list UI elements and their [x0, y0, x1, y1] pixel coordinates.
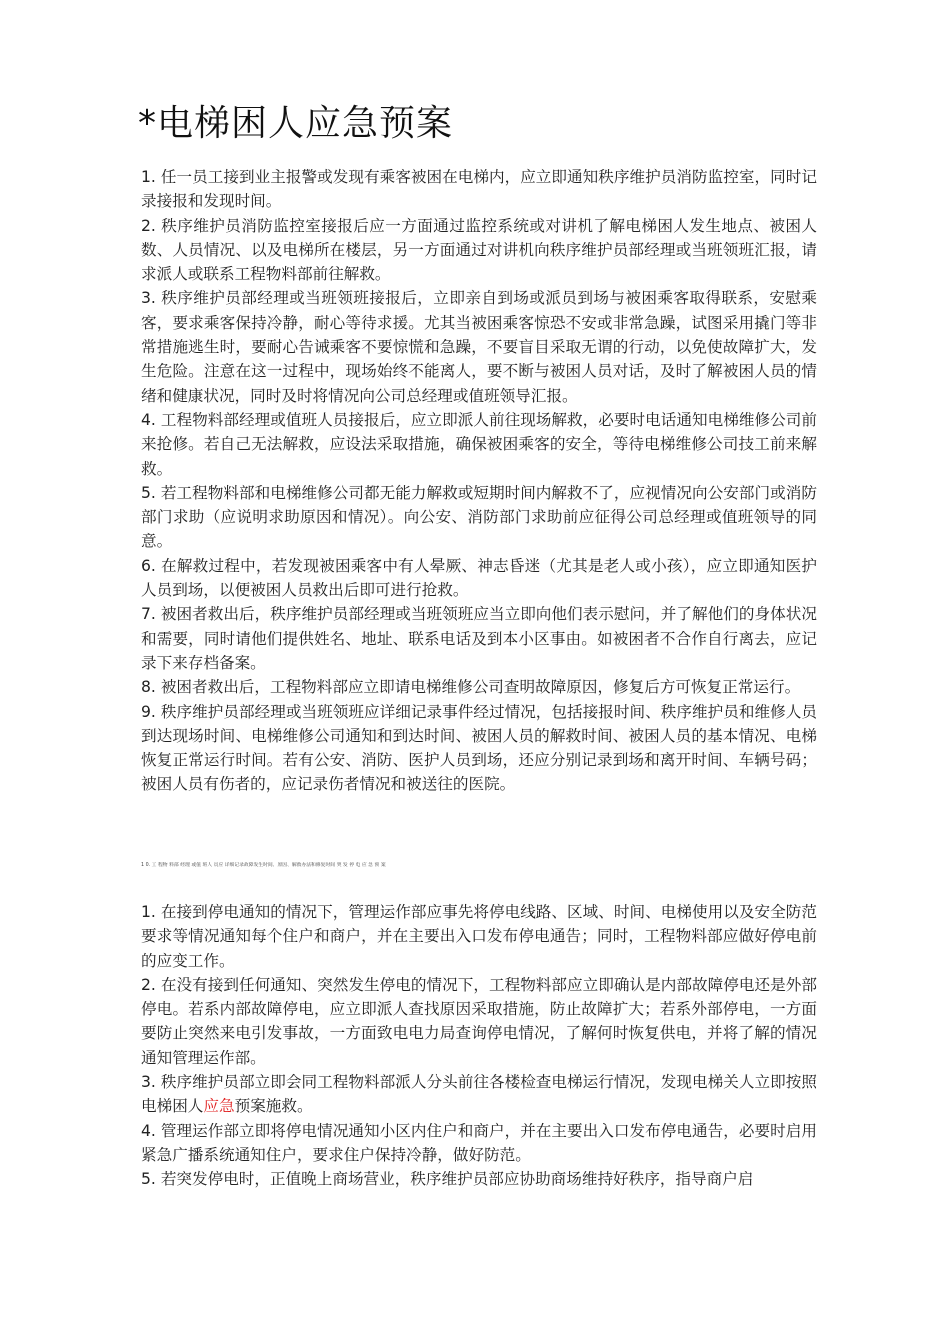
list-item: 6. 在解救过程中，若发现被困乘客中有人晕厥、神志昏迷（尤其是老人或小孩），应立即通知医护人员到场，以便被困人员救出后即可进行抢救。	[141, 556, 817, 600]
list-item: 4. 工程物料部经理或值班人员接报后，应立即派人前往现场解救，必要时电话通知电梯维修公司前来抢修。若自己无法解救，应设法采取措施，确保被困乘客的安全，等待电梯维修公司技工前来解救。	[141, 410, 817, 478]
list-item: 2. 在没有接到任何通知、突然发生停电的情况下，工程物料部应立即确认是内部故障停电还是外部停电。若系内部故障停电，应立即派人查找原因采取措施，防止故障扩大；若系外部停电，一方面要防止突然来电引发事故，一方面致电电力局查询停电情况，了解何时恢复供电，并将了解的情况通知管理运作部。	[141, 975, 817, 1067]
section-power-outage-procedure	[141, 900, 817, 1192]
item-text: 3. 秩序维护员部立即会同工程物料部派人分头前往各楼检查电梯运行情况，发现电梯关人立即按照电梯困人	[141, 1073, 817, 1116]
list-item: 2. 秩序维护员消防监控室接报后应一方面通过监控系统或对讲机了解电梯困人发生地点、被困人数、人员情况、以及电梯所在楼层，另一方面通过对讲机向秩序维护员部经理或当班领班汇报，请求派人或联系工程物料部前往解救。	[141, 216, 817, 284]
list-item: 9. 秩序维护员部经理或当班领班应详细记录事件经过情况，包括接报时间、秩序维护员和维修人员到达现场时间、电梯维修公司通知和到达时间、被困人员的解救时间、被困人员的基本情况、电梯恢复正常运行时间。若有公安、消防、医护人员到场，还应分别记录到场和离开时间、车辆号码；被困人员有伤者的，应记录伤者情况和被送往的医院。	[141, 702, 817, 794]
item-text: 预案施救。	[234, 1097, 313, 1116]
document-title: *电梯困人应急预案	[138, 103, 454, 144]
section-elevator-procedure	[141, 165, 817, 797]
list-item: 7. 被困者救出后，秩序维护员部经理或当班领班应当立即向他们表示慰问，并了解他们的身体状况和需要，同时请他们提供姓名、地址、联系电话及到本小区事由。如被困者不合作自行离去，应记录下来存档备案。	[141, 605, 817, 672]
tiny-heading-line: 1 0. 工 程物 料部 经理 或值 班人 员应 详细记录故障发生时间、原因、解救办法和修复时间 突 发 停 电 应 急 预 案	[141, 863, 386, 868]
list-item: 3. 秩序维护员部经理或当班领班接报后，立即亲自到场或派员到场与被困乘客取得联系，安慰乘客，要求乘客保持冷静，耐心等待求援。尤其当被困乘客惊恐不安或非常急躁，试图采用撬门等非常措施逃生时，要耐心告诫乘客不要惊慌和急躁，不要盲目采取无谓的行动，以免使故障扩大，发生危险。注意在这一过程中，现场始终不能离人，要不断与被困人员对话，及时了解被困人员的情绪和健康状况，同时及时将情况向公司总经理或值班领导汇报。	[141, 289, 817, 405]
list-item	[141, 1070, 817, 1119]
highlighted-text: 应急	[203, 1097, 235, 1116]
list-item: 4. 管理运作部立即将停电情况通知小区内住户和商户，并在主要出入口发布停电通告，必要时启用紧急广播系统通知住户，要求住户保持冷静，做好防范。	[141, 1121, 817, 1164]
list-item: 5. 若突发停电时，正值晚上商场营业，秩序维护员部应协助商场维持好秩序，指导商户启	[141, 1170, 754, 1189]
list-item: 1. 在接到停电通知的情况下，管理运作部应事先将停电线路、区域、时间、电梯使用以及安全防范要求等情况通知每个住户和商户，并在主要出入口发布停电通告；同时，工程物料部应做好停电前的应变工作。	[141, 903, 817, 970]
list-item: 8. 被困者救出后，工程物料部应立即请电梯维修公司查明故障原因，修复后方可恢复正常运行。	[141, 678, 801, 697]
list-item: 1. 任一员工接到业主报警或发现有乘客被困在电梯内，应立即通知秩序维护员消防监控室，同时记录接报和发现时间。	[141, 168, 817, 211]
list-item: 5. 若工程物料部和电梯维修公司都无能力解救或短期时间内解救不了，应视情况向公安部门或消防部门求助（应说明求助原因和情况）。向公安、消防部门求助前应征得公司总经理或值班领导的同意。	[141, 483, 817, 551]
